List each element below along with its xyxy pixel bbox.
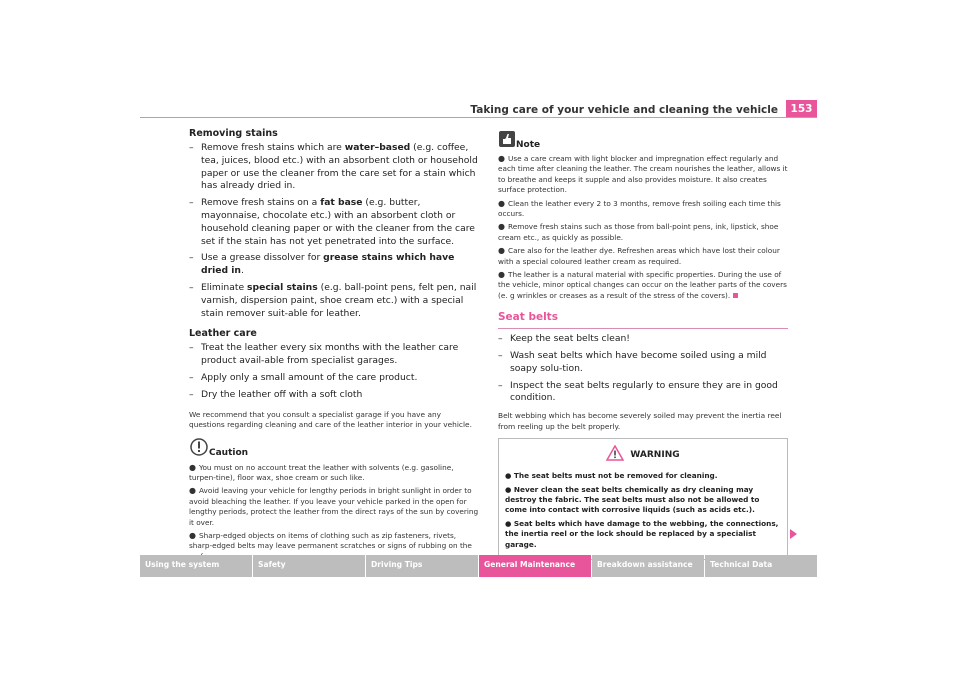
section-end-mark	[733, 293, 738, 298]
stain-step-4: – Eliminate special stains (e.g. ball-point pens, felt pen, nail varnish, dispersion paint, shoe cream etc.) with a special stain remover suit-able for leather.	[189, 281, 477, 319]
warning-icon	[606, 445, 624, 465]
tab-technical-data[interactable]: Technical Data	[705, 555, 817, 577]
leather-step-1: – Treat the leather every six months with the leather care product avail-able from specialist garages.	[189, 342, 459, 367]
continue-arrow-icon	[790, 529, 797, 539]
warning-bullet-2: ● Never clean the seat belts chemically as dry cleaning may destroy the fabric. The seat belts must also not be allowed to come into contact with corrosive liquids (such as acids etc.).	[505, 484, 760, 515]
page-header-title: Taking care of your vehicle and cleaning the vehicle	[470, 104, 778, 116]
header-rule	[140, 117, 817, 118]
note-header	[498, 130, 788, 152]
caution-title: Caution	[209, 447, 249, 458]
note-bullet-4: ● Care also for the leather dye. Refreshen areas which have lost their colour with a special coloured leather cream as required.	[498, 246, 780, 266]
seat-belts-title: Seat belts	[498, 311, 788, 329]
tab-safety[interactable]: Safety	[253, 555, 365, 577]
caution-header	[189, 437, 479, 461]
leather-step-3: – Dry the leather off with a soft cloth	[189, 388, 363, 400]
right-column	[498, 128, 788, 560]
caution-icon	[189, 437, 209, 461]
leather-care-note: We recommend that you consult a specialist garage if you have any questions regarding cleaning and care of the leather interior in your vehicle.	[189, 409, 472, 430]
warning-title: WARNING	[630, 450, 680, 461]
stain-step-2: – Remove fresh stains on a fat base (e.g. butter, mayonnaise, chocolate etc.) with an absorbent cloth or household cleaning paper or with the cleaner from the care set if the stain has not yet penetrated into the surface.	[189, 197, 475, 247]
tab-driving-tips[interactable]: Driving Tips	[366, 555, 478, 577]
belt-webbing-para: Belt webbing which has become severely soiled may prevent the inertia reel from reeling up the belt properly.	[498, 411, 782, 431]
caution-bullet-1: ● You must on no account treat the leather with solvents (e.g. gasoline, turpen-tine), floor wax, shoe cream or such like.	[189, 462, 454, 482]
note-bullet-2: ● Clean the leather every 2 to 3 months, remove fresh soiling each time this occurs.	[498, 198, 781, 219]
tab-breakdown-assistance[interactable]: Breakdown assistance	[592, 555, 704, 577]
stain-step-1: – Remove fresh stains which are water–based (e.g. coffee, tea, juices, blood etc.) with an absorbent cloth or household paper or use the cleaner from the care set for a stain which has already dried in.	[189, 142, 478, 192]
belt-step-2: – Wash seat belts which have become soiled using a mild soapy solu-tion.	[498, 350, 767, 374]
tab-general-maintenance[interactable]: General Maintenance	[479, 555, 591, 577]
warning-box	[498, 438, 788, 560]
note-bullet-3: ● Remove fresh stains such as those from ball-point pens, ink, lipstick, shoe cream etc., as quickly as possible.	[498, 222, 779, 242]
warning-bullet-3: ● Seat belts which have damage to the webbing, the connections, the inertia reel or the lock should be replaced by a specialist garage.	[505, 518, 779, 549]
caution-bullet-3: ● Sharp-edged objects on items of clothing such as zip fasteners, rivets, sharp-edged belts may leave permanent scratches or signs of rubbing on the	[189, 530, 472, 551]
note-bullet-5: ● The leather is a natural material with specific properties. During the use of the vehicle, minor optical changes can occur on the leather parts of the covers (e. g wrinkles or creases as a result of the stress of the covers).	[498, 270, 787, 300]
warning-header	[505, 445, 781, 465]
note-title: Note	[516, 140, 541, 150]
note-bullet-1: ● Use a care cream with light blocker and impregnation effect regularly and each time after cleaning the leather. The cream nourishes the leather, allows it to breathe and keeps it supple and also provides moisture. It also creates surface protection.	[498, 154, 788, 195]
left-column	[189, 128, 479, 565]
belt-step-1: – Keep the seat belts clean!	[498, 333, 630, 345]
warning-bullet-1: ● The seat belts must not be removed for cleaning.	[505, 471, 718, 481]
chapter-nav	[140, 555, 817, 577]
belt-step-3: – Inspect the seat belts regularly to ensure they are in good condition.	[498, 379, 778, 404]
note-icon	[498, 130, 516, 152]
stain-step-3: – Use a grease dissolver for grease stains which have dried in.	[189, 252, 455, 277]
leather-step-2: – Apply only a small amount of the care product.	[189, 371, 418, 383]
caution-bullet-2: ● Avoid leaving your vehicle for lengthy periods in bright sunlight in order to avoid bleaching the leather. If you leave your vehicle parked in the open for lengthy periods, protect the leather from the direct rays of the sun by covering it over.	[189, 486, 479, 527]
page-number: 153	[786, 100, 817, 118]
leather-care-heading: Leather care	[189, 328, 257, 340]
tab-using-the-system[interactable]: Using the system	[140, 555, 252, 577]
removing-stains-heading: Removing stains	[189, 128, 278, 139]
